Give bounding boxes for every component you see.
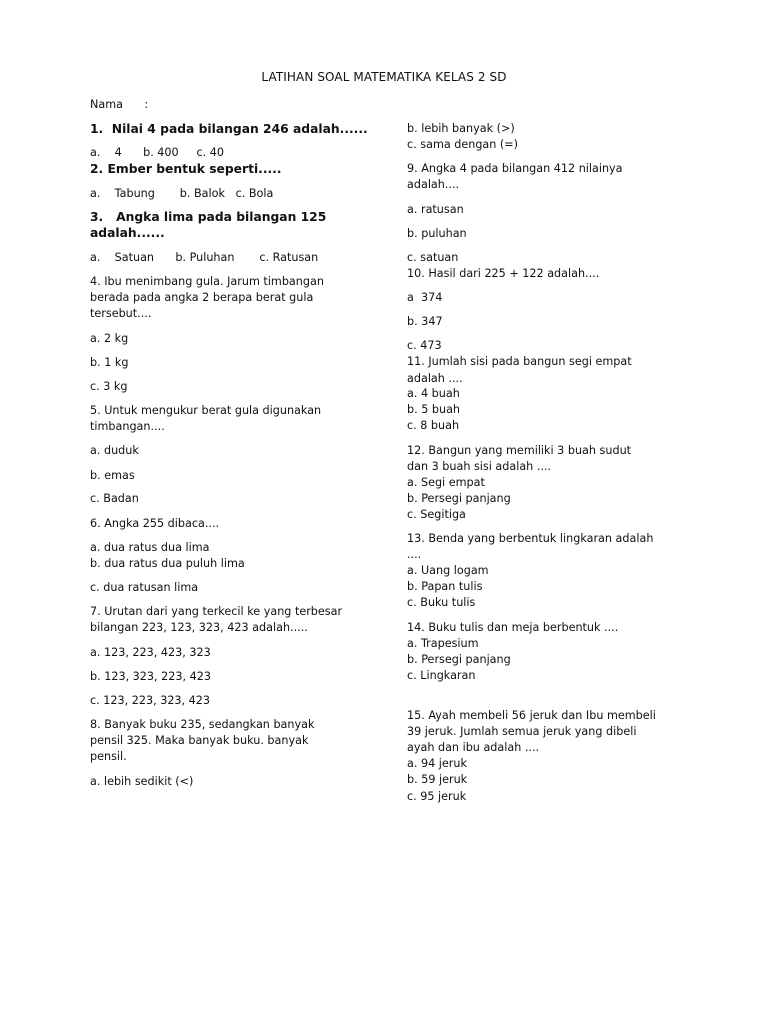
answer-option: b. Persegi panjang [407,653,511,666]
answer-option: a. 4 buah [407,387,460,400]
page-title: LATIHAN SOAL MATEMATIKA KELAS 2 SD [261,70,507,84]
question-line: .... [407,548,422,561]
answer-option: a. Uang logam [407,564,489,577]
answer-option: b. 5 buah [407,403,461,416]
answer-option: c. Badan [90,492,139,505]
question-line: pensil 325. Maka banyak buku. banyak [90,734,309,747]
answer-option: b. 1 kg [90,356,129,369]
answer-option: c. 473 [407,339,442,352]
answer-options-line: a. 4 b. 400 c. 40 [90,146,224,159]
question-line: berada pada angka 2 berapa berat gula [90,291,314,304]
answer-option: c. 123, 223, 323, 423 [90,694,211,707]
answer-option: a. duduk [90,444,139,457]
question-line: 3. Angka lima pada bilangan 125 [90,210,327,224]
answer-option: a 374 [407,291,443,304]
answer-option: a. ratusan [407,203,464,216]
question-line: pensil. [90,750,127,763]
answer-option: a. 94 jeruk [407,757,467,770]
question-line: adalah.... [407,178,460,191]
question-line: timbangan.... [90,420,165,433]
answer-option: b. 123, 323, 223, 423 [90,670,211,683]
answer-option: c. dua ratusan lima [90,581,199,594]
answer-option: b. puluhan [407,227,467,240]
answer-option: c. 8 buah [407,419,460,432]
question-line: 4. Ibu menimbang gula. Jarum timbangan [90,275,324,288]
question-line: 9. Angka 4 pada bilangan 412 nilainya [407,162,623,175]
answer-option: b. dua ratus dua puluh lima [90,557,245,570]
answer-option: b. Papan tulis [407,580,483,593]
answer-options-line: a. Tabung b. Balok c. Bola [90,187,274,200]
question-line: ayah dan ibu adalah .... [407,741,540,754]
question-line: 13. Benda yang berbentuk lingkaran adalah [407,532,654,545]
question-line: 14. Buku tulis dan meja berbentuk .... [407,621,619,634]
answer-option: a. Trapesium [407,637,479,650]
question-line: adalah...... [90,226,165,240]
question-line: 15. Ayah membeli 56 jeruk dan Ibu membeli [407,709,656,722]
answer-option: c. Segitiga [407,508,466,521]
answer-option: b. emas [90,469,135,482]
answer-option: a. 123, 223, 423, 323 [90,646,211,659]
answer-option: a. lebih sedikit (<) [90,775,194,788]
answer-option: b. lebih banyak (>) [407,122,515,135]
answer-option: c. satuan [407,251,459,264]
answer-option: c. Buku tulis [407,596,476,609]
question-line: 10. Hasil dari 225 + 122 adalah.... [407,267,600,280]
question-line: 11. Jumlah sisi pada bangun segi empat [407,355,632,368]
answer-option: a. Segi empat [407,476,485,489]
answer-option: c. 95 jeruk [407,790,467,803]
answer-option: c. Lingkaran [407,669,476,682]
question-line: 12. Bangun yang memiliki 3 buah sudut [407,444,632,457]
question-line: adalah .... [407,372,463,385]
question-line: 2. Ember bentuk seperti..... [90,162,282,176]
answer-option: a. 2 kg [90,332,129,345]
question-line: 1. Nilai 4 pada bilangan 246 adalah...... [90,122,368,136]
name-field-line: Nama : [90,98,149,111]
answer-option: b. 59 jeruk [407,773,468,786]
answer-option: c. 3 kg [90,380,128,393]
question-line: 7. Urutan dari yang terkecil ke yang terbesar [90,605,343,618]
question-line: bilangan 223, 123, 323, 423 adalah..... [90,621,308,634]
answer-option: c. sama dengan (=) [407,138,519,151]
answer-option: b. Persegi panjang [407,492,511,505]
answer-options-line: a. Satuan b. Puluhan c. Ratusan [90,251,319,264]
question-line: 5. Untuk mengukur berat gula digunakan [90,404,322,417]
question-line: dan 3 buah sisi adalah .... [407,460,552,473]
answer-option: b. 347 [407,315,443,328]
answer-option: a. dua ratus dua lima [90,541,210,554]
question-line: tersebut.... [90,307,152,320]
question-line: 8. Banyak buku 235, sedangkan banyak [90,718,315,731]
question-line: 39 jeruk. Jumlah semua jeruk yang dibeli [407,725,637,738]
question-line: 6. Angka 255 dibaca.... [90,517,220,530]
